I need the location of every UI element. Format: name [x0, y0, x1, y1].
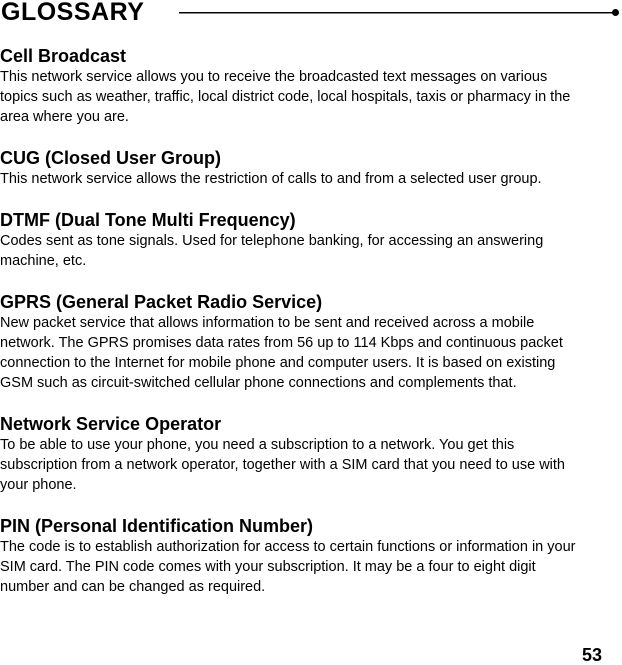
glossary-term: PIN (Personal Identification Number)	[0, 516, 314, 536]
glossary-entry-gprs	[0, 291, 580, 393]
glossary-definition: This network service allows the restriction of calls to and from a selected user group.	[0, 171, 542, 187]
glossary-entry-network-service-operator	[0, 413, 580, 495]
glossary-list	[0, 45, 580, 617]
header-rule-dot	[612, 9, 619, 16]
glossary-definition: To be able to use your phone, you need a subscription to a network. You get this subscription from a network operator, together with a SIM card that you need to use with your phone.	[0, 437, 565, 493]
glossary-definition: This network service allows you to receive the broadcasted text messages on various topics such as weather, traffic, local district code, local hospitals, taxis or pharmacy in the area where you are.	[0, 69, 571, 125]
header-rule-line	[179, 12, 615, 13]
glossary-term: CUG (Closed User Group)	[0, 148, 222, 168]
glossary-term: Cell Broadcast	[0, 46, 127, 66]
glossary-term: Network Service Operator	[0, 414, 222, 434]
page-title: GLOSSARY	[1, 0, 145, 26]
page-header	[0, 0, 622, 28]
glossary-definition: The code is to establish authorization for access to certain functions or information in your SIM card. The PIN code comes with your subscription. It may be a four to eight digit number and can be changed as required.	[0, 539, 576, 595]
glossary-term: DTMF (Dual Tone Multi Frequency)	[0, 210, 296, 230]
glossary-entry-dtmf	[0, 209, 580, 271]
glossary-term: GPRS (General Packet Radio Service)	[0, 292, 323, 312]
glossary-entry-cell-broadcast	[0, 45, 580, 127]
glossary-entry-pin	[0, 515, 580, 597]
glossary-definition: New packet service that allows information to be sent and received across a mobile network. The GPRS promises data rates from 56 up to 114 Kbps and continuous packet connection to the Internet for mobile phone and computer users. It is based on existing GSM such as circuit-switched cellular phone connections and complements that.	[0, 315, 563, 391]
page-number: 53	[581, 645, 602, 665]
glossary-definition: Codes sent as tone signals. Used for telephone banking, for accessing an answering machine, etc.	[0, 233, 544, 269]
glossary-entry-cug	[0, 147, 580, 189]
